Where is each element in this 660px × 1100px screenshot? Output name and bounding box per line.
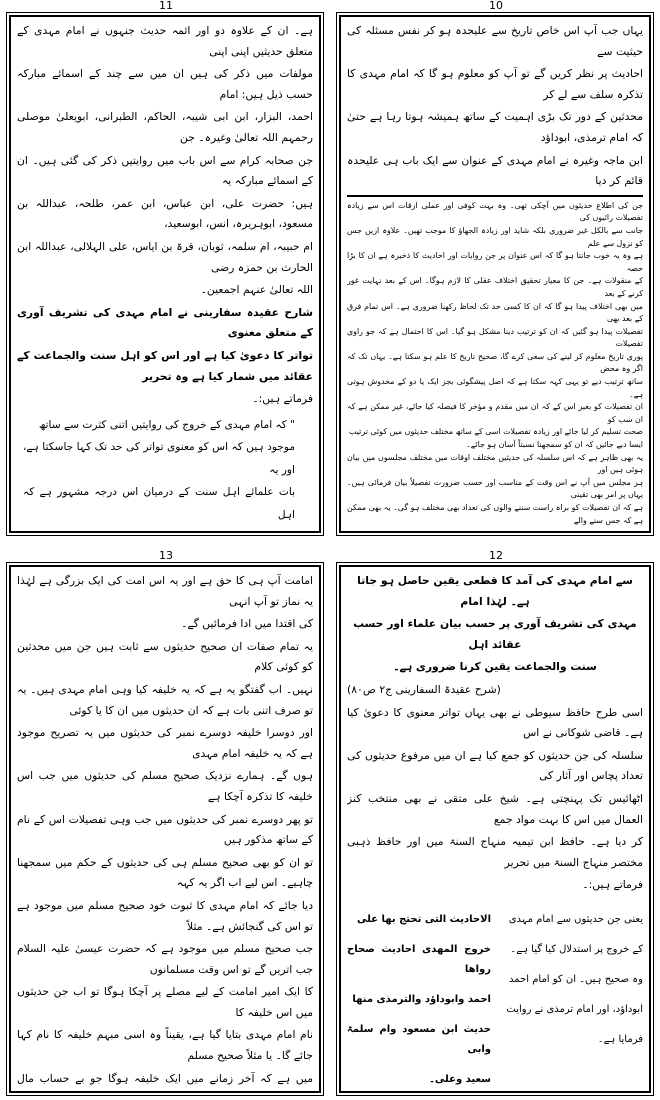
translation-line: وہ صحیح ہیں۔ ان کو امام احمد bbox=[509, 973, 643, 985]
text-line: جن صحابہ کرام سے اس باب میں روایتیں ذکر کی گئی ہیں۔ ان کے اسمائے مبارکہ یہ bbox=[17, 153, 313, 188]
text-line: کر دیا ہے۔ حافظ ابن تیمیہ منہاج السنۃ میں اور حافظ ذہبی مختصر منہاج السنۃ میں تحریر bbox=[347, 835, 643, 869]
quote-line: مہدی کی تشریف آوری پر حسب بیان علماء اور حسب عقائد اہل bbox=[353, 617, 637, 651]
translation-line: فرمایا ہے۔ bbox=[597, 1033, 643, 1045]
page-11-intro: فرماتے ہیں:۔ bbox=[252, 392, 313, 406]
footnote-line: ہے کہ ان تفصیلات کو براہ راست سننے والوں کی تعداد بھی مختلف ہو گی۔ یہ بھی ممکن ہے کہ جس سنے والے bbox=[347, 503, 643, 525]
quote-line bbox=[23, 526, 295, 527]
footnote-line: ان تفصیلات کو بغیر اس کے کہ ان میں مقدم و مؤخر کا فیصلہ کیا جائے، غیر ممکن ہے کہ ان سب کو bbox=[347, 402, 643, 424]
text-line: احادیث پر نظر کریں گے تو آپ کو معلوم ہو گا کہ امام مہدی کا تذکرہ سلف سے لے کر bbox=[347, 67, 643, 101]
text-line: شارح عقیدہ سفارینی نے امام مہدی کی تشریف آوری کے متعلق معنوی bbox=[17, 305, 313, 340]
text-line: محدثین کے دور تک بڑی اہمیت کے ساتھ ہمیشہ ہوتا رہا ہے حتیٰ کہ امام ترمذی، ابوداؤد bbox=[347, 110, 643, 144]
text-line: کی اقتدا میں ادا فرمائیں گے۔ bbox=[181, 617, 313, 631]
page-11-body bbox=[17, 21, 313, 527]
text-line: اٹھائیس تک پہنچتی ہے۔ شیخ علی متقی نے بھی منتخب کنز العمال میں اس کا بہت مواد جمع bbox=[347, 791, 643, 826]
footnote-line: جن کی اطلاع حدیثوں میں آچکی تھی۔ وہ بہت کوفی اور عملی ازقات اس سے زیادہ تفصیلات رائیوں کی bbox=[347, 200, 643, 223]
arabic-line: حدیث ابن مسعود وام سلمۃ وابی bbox=[347, 1023, 491, 1055]
text-line: کا ایک امیر امامت کے لیے مصلے پر آچکا ہوگا تو اب جن حدیثوں میں اس خلیفہ کا bbox=[17, 985, 313, 1019]
text-line: ہیں: حضرت علی، ابن عباس، ابن عمر، طلحہ، عبداللہ بن مسعود، ابوہریرہ، انس، ابوسعید، bbox=[17, 196, 313, 231]
text-line: اور دوسرا خلیفہ دوسرے نمبر کی حدیثوں میں یہ تصریح موجود ہے کہ یہ خلیفہ امام مہدی bbox=[17, 726, 313, 760]
quote-line: سنت والجماعت یقین کرنا ضروری ہے۔ bbox=[393, 660, 597, 674]
page-12 bbox=[336, 562, 654, 1096]
text-line: یہ تمام صفات ان صحیح حدیثوں سے ثابت ہیں جن میں محدثین کو کوئی کلام bbox=[17, 639, 313, 674]
text-line: فرماتے ہیں:۔ bbox=[582, 878, 643, 892]
page-12-quote bbox=[347, 571, 643, 678]
arabic-quote-block bbox=[347, 900, 643, 1087]
top-spread bbox=[0, 0, 660, 540]
text-line: دیا جائے کہ امام مہدی کا ثبوت خود صحیح مسلم میں موجود ہے تو اس کی گنجائش ہے۔ مثلاً bbox=[17, 898, 313, 933]
page-11 bbox=[6, 12, 324, 536]
arabic-line: سعید وعلی۔ bbox=[429, 1073, 491, 1085]
translation-line: یعنی جن حدیثوں سے امام مہدی bbox=[508, 913, 643, 925]
page-12-reference: (شرح عقیدۃ السفارینی ج۲ ص۸۰) bbox=[347, 682, 501, 696]
page-13 bbox=[6, 562, 324, 1096]
quote-line: بات علمائے اہل سنت کے درمیان اس درجہ مشہور ہے کہ اہل bbox=[23, 486, 295, 521]
page-number-11: 11 bbox=[159, 0, 173, 12]
text-line: تواتر کا دعویٰ کیا ہے اور اس کو اہل سنت والجماعت کے عقائد میں شمار کیا ہے وہ تحریر bbox=[17, 348, 313, 383]
page-13-main-text bbox=[17, 571, 313, 1087]
text-line: ام حبیبہ، ام سلمہ، ثوبان، قرۃ بن ایاس، علی الہلالی، عبداللہ ابن الحارث بن حمزہ رضی bbox=[17, 239, 313, 274]
text-line: مولفات میں ذکر کی ہیں ان میں سے چند کے اسمائے مبارکہ حسب ذیل ہیں: امام bbox=[17, 67, 313, 101]
text-line: نہیں۔ اب گفتگو یہ ہے کہ یہ خلیفہ کیا وہی امام مہدی ہیں۔ یہ تو صرف اتنی بات ہے کہ ان حدیثوں میں ان کا یا کوئی bbox=[17, 682, 313, 717]
arabic-line: الاحادیث التی تحتج بھا علی bbox=[356, 913, 491, 925]
footnote-line: تفصیلات پیدا ہو گئیں کہ ان کو ترتیب دینا مشکل ہو گیا۔ اس کا احتمال ہے کہ جو راوی تفصیلات bbox=[347, 326, 643, 349]
arabic-text bbox=[347, 900, 491, 1087]
footnote-line: ایسا دیے جائیں کہ ان کو سمجھنا نسبتاً آسان ہو جائے۔ bbox=[466, 440, 643, 450]
page-11-main-text bbox=[17, 21, 313, 301]
quote-line: موجود ہیں کہ اس کو معنوی تواتر کی حد تک کہا جاسکتا ہے، اور یہ bbox=[23, 441, 295, 476]
text-line: احمد، البزار، ابن ابی شیبہ، الحاکم، الطبرانی، ابویعلیٰ موصلی رحمہم اللہ تعالیٰ وغیرہ۔ جن bbox=[17, 110, 313, 144]
footnote-divider bbox=[347, 195, 643, 197]
page-number-12: 12 bbox=[489, 549, 503, 562]
translation-line: کے خروج پر استدلال کیا گیا ہے۔ bbox=[510, 943, 643, 955]
text-line: اللہ تعالیٰ عنہم اجمعین۔ bbox=[200, 283, 313, 297]
footnote-line: ہر مجلس میں آپ نے اس وقت کے مناسب اور حسب ضرورت تفصیلاً بیان فرمائی ہیں۔ یہاں پر امر بھی تقینی bbox=[347, 477, 643, 500]
page-10 bbox=[336, 12, 654, 536]
page-10-footnote bbox=[347, 200, 643, 527]
page-number-13: 13 bbox=[159, 549, 173, 562]
text-line: ہوں گے۔ ہمارے نزدیک صحیح مسلم کی حدیثوں میں جب اس خلیفہ کا تذکرہ آچکا ہے bbox=[17, 769, 313, 803]
text-line: تو پھر دوسرے نمبر کی حدیثوں میں جب وہی تفصیلات اس کے نام کے ساتھ مذکور ہیں bbox=[17, 812, 313, 847]
quote-line: سے امام مہدی کی آمد کا قطعی یقین حاصل ہو جاتا ہے۔ لہٰذا امام bbox=[357, 574, 633, 608]
text-line: ہے۔ ان کے علاوہ دو اور ائمہ حدیث جنہوں نے امام مہدی کے متعلق حدیثیں اپنی اپنی bbox=[17, 24, 313, 58]
urdu-translation bbox=[499, 900, 643, 1087]
text-line: سلسلہ کی جن حدیثوں کو جمع کیا ہے ان میں مرفوع حدیثوں کی تعداد پچاس اور آثار کی bbox=[347, 748, 643, 783]
text-line: جب صحیح مسلم میں موجود ہے کہ حضرت عیسیٰ علیہ السلام جب اتریں گے تو اس وقت مسلمانوں bbox=[17, 942, 313, 976]
page-12-main-text bbox=[347, 703, 643, 896]
text-line: میں ہے کہ آخر زمانے میں ایک خلیفہ ہوگا جو بے حساب مال bbox=[17, 1071, 313, 1085]
page-number-10: 10 bbox=[489, 0, 503, 12]
footnote-line: پوری تاریخ معلوم کر لینے کی سعی کرے گا، صحیح تاریخ کا علم ہو سکتا ہے۔ یہاں تک کہ اگر وہ محض bbox=[347, 351, 643, 374]
arabic-line: احمد وابوداؤد والترمذی منھا bbox=[352, 993, 491, 1005]
footnote-line: ساتھ ترتیب دیے تو یہی کہہ سکتا ہے کہ اصل پیشگوئی بجز ایک یا دو کے مخدوش ہوتی ہے۔ bbox=[347, 377, 643, 399]
footnote-line: کے منقولات ہے۔ جن کا معیار تحقیق اختلاف عقلی کا لازم ہوگا۔ اس کے بعد نہایت غور کرنے کے بعد bbox=[347, 276, 643, 298]
text-line: ابن ماجہ وغیرہ نے امام مہدی کے عنوان سے ایک باب ہی علیحدہ قائم کر دیا bbox=[347, 153, 643, 188]
page-12-body bbox=[347, 571, 643, 1087]
text-line: اسی طرح حافظ سیوطی نے بھی یہاں تواتر معنوی کا دعویٰ کیا ہے۔ قاضی شوکانی نے اس bbox=[347, 705, 643, 740]
footnote-line: صحت تسلیم کر لیا جائے اور زیادہ تفصیلات اسی کے ساتھ مختلف حدیثوں میں کوئی ترتیب bbox=[349, 427, 643, 437]
translation-line: ابوداؤد، اور امام ترمذی نے روایت bbox=[506, 1003, 643, 1015]
footnote-line: میں بھی اختلاف پیدا ہو گا کہ ان کا کسی حد تک لحاظ رکھنا ضروری ہے۔ اس تمام فرق کے بعد بھی bbox=[347, 301, 643, 324]
page-10-main-text bbox=[347, 21, 643, 192]
footnote-line: ہے وہ یہ خوب جانتا ہو گا کہ اس عنوان پر جن روایات اور احادیث کا ذخیرہ ہے ان کا بڑا حصہ bbox=[347, 251, 643, 273]
page-10-body bbox=[347, 21, 643, 527]
page-11-bold-text bbox=[17, 303, 313, 387]
footnote-line: جانب سے بالکل غیر ضروری بلکہ شاید اور زیادہ الجھاؤ کا موجب تھیں۔ علاوہ ازیں جس کو نزول سے علم bbox=[347, 225, 643, 248]
text-line: یہاں جب آپ اس خاص تاریخ سے علیحدہ ہو کر نفس مسئلہ کی حیثیت سے bbox=[347, 24, 643, 58]
footnote-line: یہ بھی ظاہر ہے کہ اس سلسلہ کی حدیثیں مختلف اوقات میں مختلف مجلسوں میں بیان ہوئی ہیں اور bbox=[347, 452, 643, 475]
text-line: امامت آپ ہی کا حق ہے اور یہ اس امت کی ایک بزرگی ہے لہٰذا یہ نماز تو آپ انہی bbox=[17, 574, 313, 608]
page-13-body bbox=[17, 571, 313, 1087]
text-line: تو ان کو بھی صحیح مسلم ہی کی حدیثوں کے حکم میں سمجھنا چاہیے۔ اس لیے اب اگر یہ کہہ bbox=[17, 855, 313, 890]
bottom-spread bbox=[0, 550, 660, 1100]
quote-line: " کہ امام مہدی کے خروج کی روایتیں اتنی کثرت سے ساتھ bbox=[38, 418, 295, 431]
text-line: نام امام مہدی بتایا گیا ہے، یقیناً وہ اسی مبہم خلیفہ کا نام کہا جائے گا۔ یا مثلاً صحیح مسلم bbox=[17, 1028, 313, 1063]
arabic-line: خروج المھدی احادیث صحاح رواھا bbox=[347, 943, 491, 975]
page-11-quote bbox=[23, 414, 295, 527]
